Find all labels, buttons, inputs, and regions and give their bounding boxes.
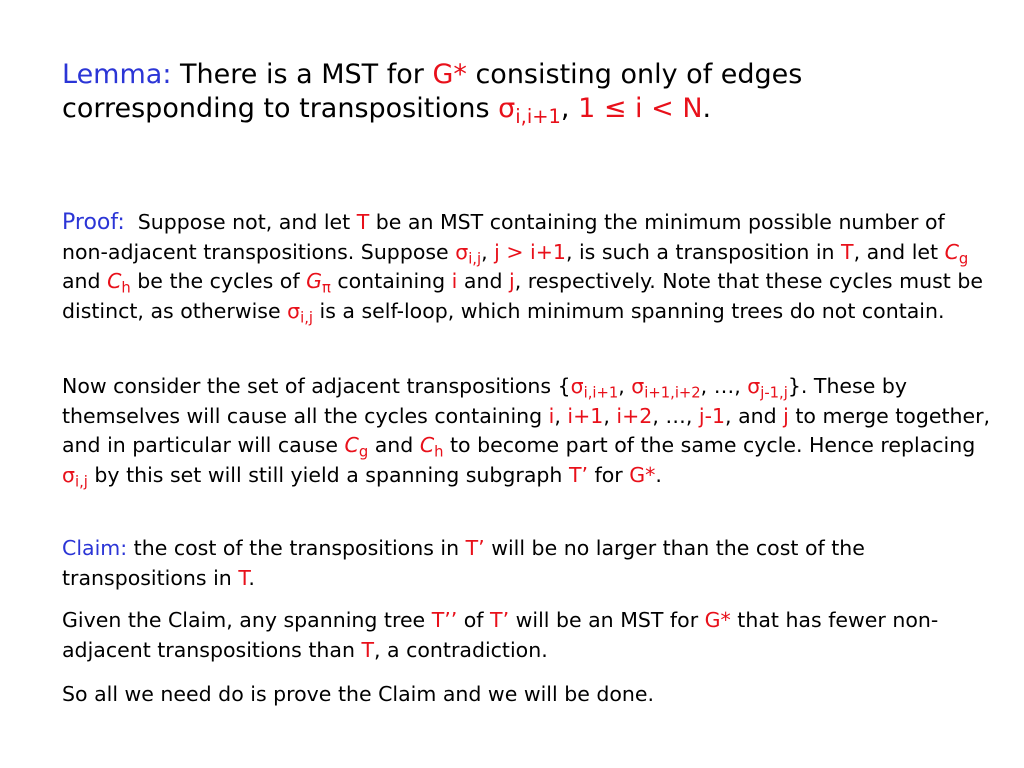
body-text: , a contradiction.: [374, 637, 548, 662]
lemma-text: .: [702, 93, 712, 124]
body-text: }. These by themselves will cause all the cycles containing: [62, 374, 907, 428]
body-text: and: [368, 433, 420, 457]
proof-text: is a self-loop, which minimum spanning trees do not contain.: [313, 298, 945, 323]
body-text: the cost of the transpositions in: [127, 536, 466, 560]
math-index: i: [548, 403, 555, 428]
body-text: Now consider the set of adjacent transpositions {: [62, 374, 571, 398]
math-j: j: [508, 269, 515, 293]
math-T: T: [361, 637, 374, 662]
body-text: , and: [725, 403, 784, 428]
body-text: Given the Claim, any spanning tree: [62, 608, 432, 632]
lemma-label: Lemma:: [62, 59, 172, 90]
math-sigma: $\sigma_{i,j}$: [62, 462, 88, 491]
math-cg: $C_g$: [944, 239, 969, 268]
proof-label: Proof:: [62, 210, 125, 235]
math-index: i+1: [567, 403, 604, 428]
proof-text: , respectively. Note that these cycles must be distinct, as otherwise: [62, 269, 983, 323]
body-text: ,: [603, 403, 617, 428]
math-t-prime: T’: [490, 608, 510, 632]
claim-paragraph: [62, 534, 992, 593]
body-text: ,: [618, 374, 632, 398]
math-sigma: $\sigma_{i,j}$: [455, 239, 482, 268]
body-text: ,: [554, 403, 568, 428]
math-t-double-prime: T’’: [431, 608, 458, 632]
math-T: T: [841, 239, 854, 264]
math-index: j-1: [698, 403, 726, 428]
math-g-star: G*: [629, 462, 656, 487]
math-T: T: [356, 210, 370, 234]
proof-text: and: [62, 269, 108, 293]
adjacent-paragraph: [62, 372, 992, 490]
math-i: i: [451, 269, 458, 293]
proof-text: Suppose not, and let: [137, 210, 357, 234]
lemma-text: ,: [560, 93, 579, 124]
body-text: for: [588, 462, 630, 487]
proof-text: containing: [330, 269, 452, 293]
body-text: by this set will still yield a spanning subgraph: [87, 462, 569, 487]
lemma-statement: [62, 58, 972, 129]
final-paragraph: So all we need do is prove the Claim and we will be done.: [62, 682, 655, 706]
math-ch: $C_h$: [107, 269, 131, 297]
body-text: to merge together, and in particular will cause: [62, 403, 991, 457]
math-sigma: $\sigma_{i,i+1}$: [498, 93, 561, 129]
body-text: , …,: [652, 403, 699, 428]
lemma-text: There is a MST for: [171, 59, 433, 90]
proof-text: , and let: [853, 239, 945, 264]
math-ch: $C_h$: [419, 433, 444, 461]
math-cg: $C_g$: [344, 433, 369, 461]
body-text: of: [457, 608, 491, 632]
proof-text: and: [457, 269, 509, 293]
math-sigma: $\sigma_{i,j}$: [287, 298, 313, 327]
math-condition: j > i+1: [494, 239, 566, 264]
math-g-star: G*: [704, 608, 731, 632]
body-text: to become part of the same cycle. Hence replacing: [443, 433, 976, 457]
proof-paragraph: [62, 208, 992, 326]
proof-text: ,: [481, 239, 495, 264]
math-index: i+2: [616, 403, 653, 428]
body-text: .: [655, 462, 662, 487]
math-bound: 1 ≤ i < N: [578, 93, 703, 124]
math-index: j: [783, 403, 789, 428]
math-sigma: $\sigma_{j-1,j}$: [747, 374, 788, 402]
math-T: T: [238, 565, 249, 590]
lemma-text: consisting only of edges corresponding to transpositions: [62, 59, 803, 124]
given-paragraph: [62, 606, 992, 665]
proof-text: , is such a transposition in: [565, 239, 842, 264]
proof-text: be the cycles of: [130, 269, 307, 293]
math-g-pi: $G_\pi$: [306, 269, 331, 297]
proof-text: be an MST containing the minimum possible number of non-adjacent transpositions. Suppose: [62, 210, 945, 264]
body-text: that has fewer non-adjacent transpositions than: [62, 608, 939, 662]
math-g-star: G*: [432, 59, 467, 90]
body-text: .: [248, 565, 255, 590]
math-t-prime: T’: [465, 536, 485, 560]
math-t-prime: T’: [568, 462, 588, 487]
math-sigma: $\sigma_{i,i+1}$: [570, 374, 619, 402]
math-sigma: $\sigma_{i+1,i+2}$: [631, 374, 701, 402]
body-text: will be no larger than the cost of the transpositions in: [62, 536, 865, 590]
body-text: , …,: [700, 374, 748, 398]
claim-label: Claim:: [62, 536, 128, 560]
body-text: will be an MST for: [509, 608, 705, 632]
